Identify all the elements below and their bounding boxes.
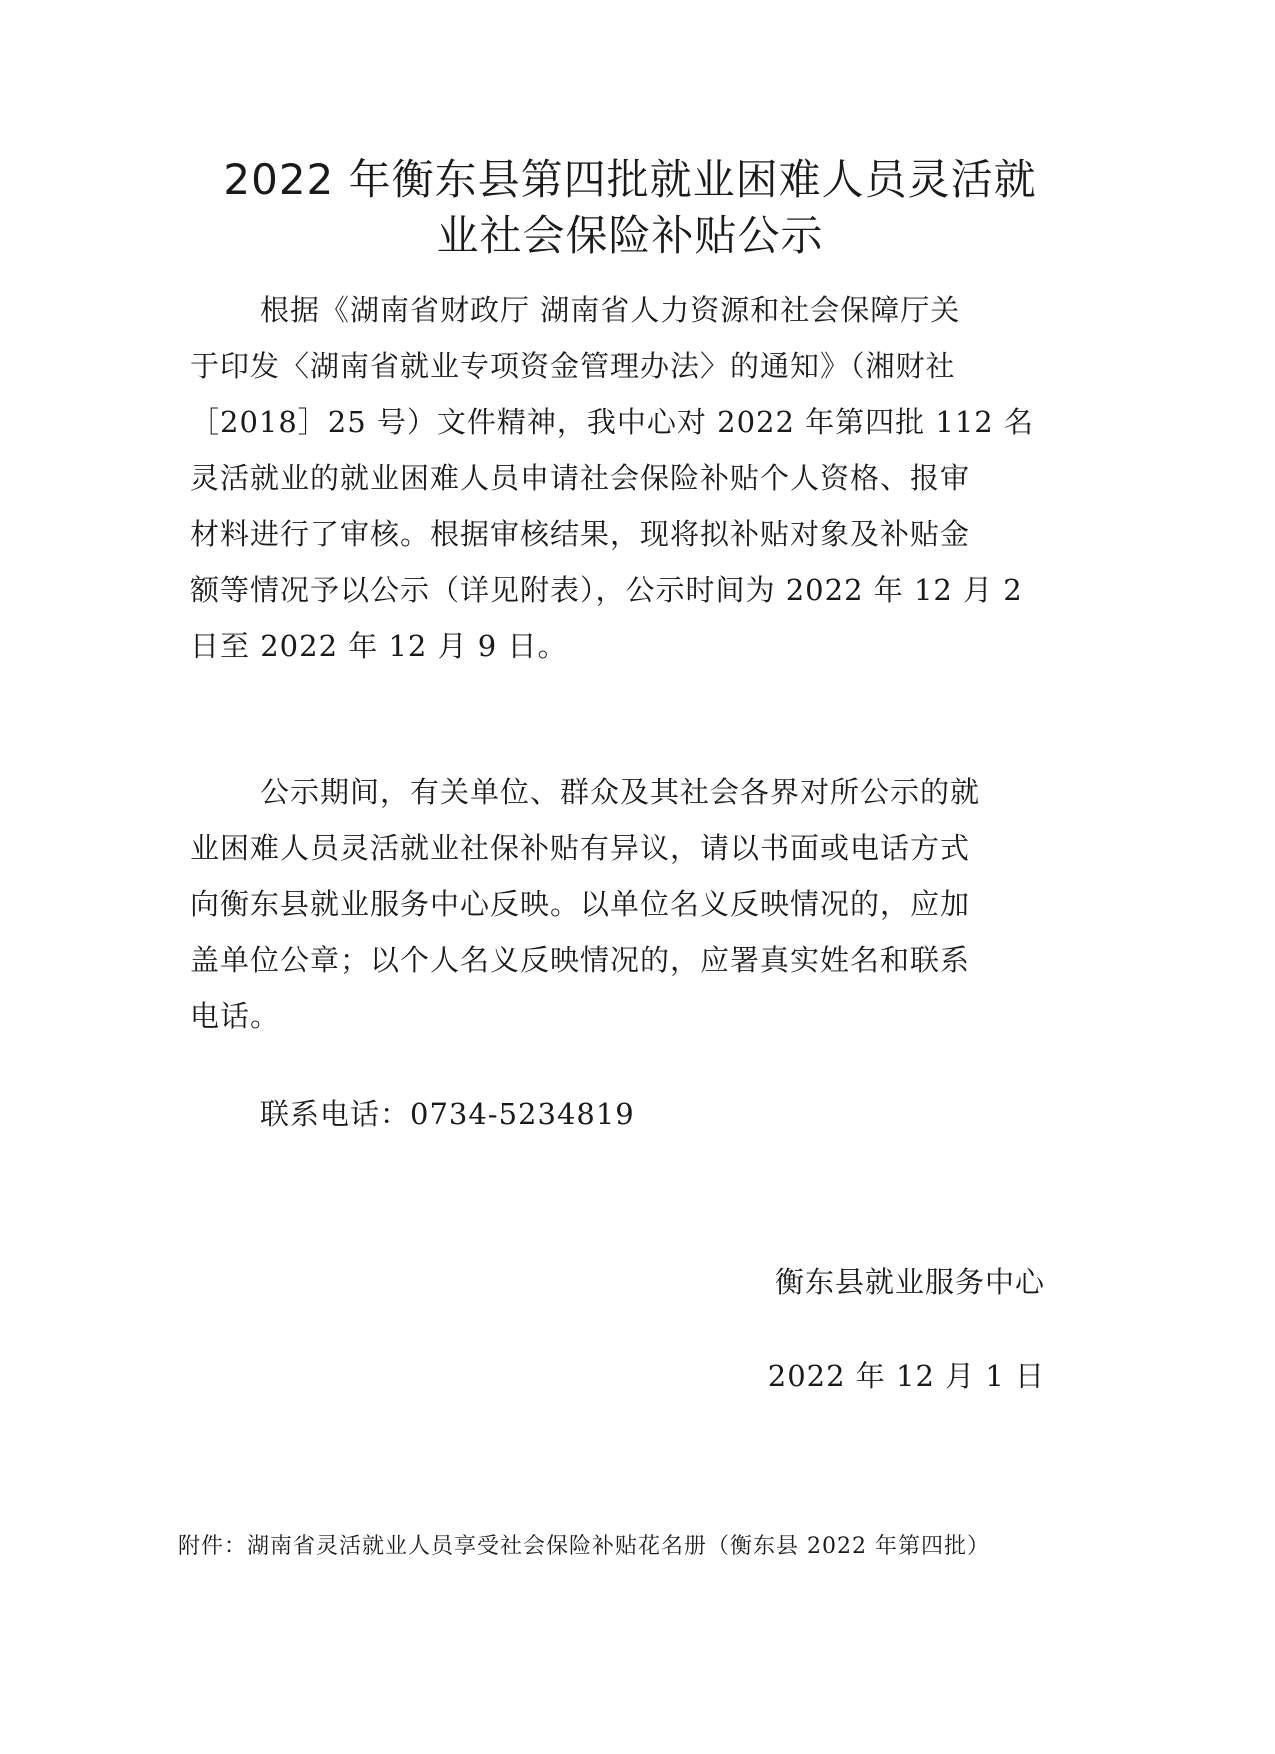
contact-phone: 联系电话：0734-5234819 (260, 1097, 635, 1131)
paragraph-1-line-5: 材料进行了审核。根据审核结果，现将拟补贴对象及补贴金 (190, 517, 971, 551)
paragraph-2-line-4: 盖单位公章；以个人名义反映情况的，应署真实姓名和联系 (190, 943, 971, 977)
paragraph-2-line-5: 电话。 (190, 999, 281, 1033)
paragraph-2-line-2: 业困难人员灵活就业社保补贴有异议，请以书面或电话方式 (190, 831, 971, 865)
paragraph-2-line-1: 公示期间，有关单位、群众及其社会各界对所公示的就 (260, 775, 981, 809)
paragraph-1-line-3: ［2018］25 号）文件精神，我中心对 2022 年第四批 112 名 (190, 405, 1034, 439)
paragraph-1-line-6: 额等情况予以公示（详见附表），公示时间为 2022 年 12 月 2 (190, 573, 1023, 607)
paragraph-1-line-2: 于印发〈湖南省就业专项资金管理办法〉的通知》（湘财社 (190, 349, 956, 383)
title-line-2: 业社会保险补贴公示 (436, 211, 824, 260)
paragraph-1-line-1: 根据《湖南省财政厅 湖南省人力资源和社会保障厅关 (260, 293, 961, 327)
paragraph-1-line-4: 灵活就业的就业困难人员申请社会保险补贴个人资格、报审 (190, 461, 971, 495)
signature-organization: 衡东县就业服务中心 (774, 1265, 1045, 1299)
title-line-1: 2022 年衡东县第四批就业困难人员灵活就 (223, 155, 1037, 204)
paragraph-1-line-7: 日至 2022 年 12 月 9 日。 (190, 629, 568, 663)
attachment-note: 附件：湖南省灵活就业人员享受社会保险补贴花名册（衡东县 2022 年第四批） (178, 1534, 990, 1559)
paragraph-2-line-3: 向衡东县就业服务中心反映。以单位名义反映情况的，应加 (190, 887, 971, 921)
document-title (190, 152, 1070, 264)
signature-date: 2022 年 12 月 1 日 (767, 1359, 1045, 1393)
